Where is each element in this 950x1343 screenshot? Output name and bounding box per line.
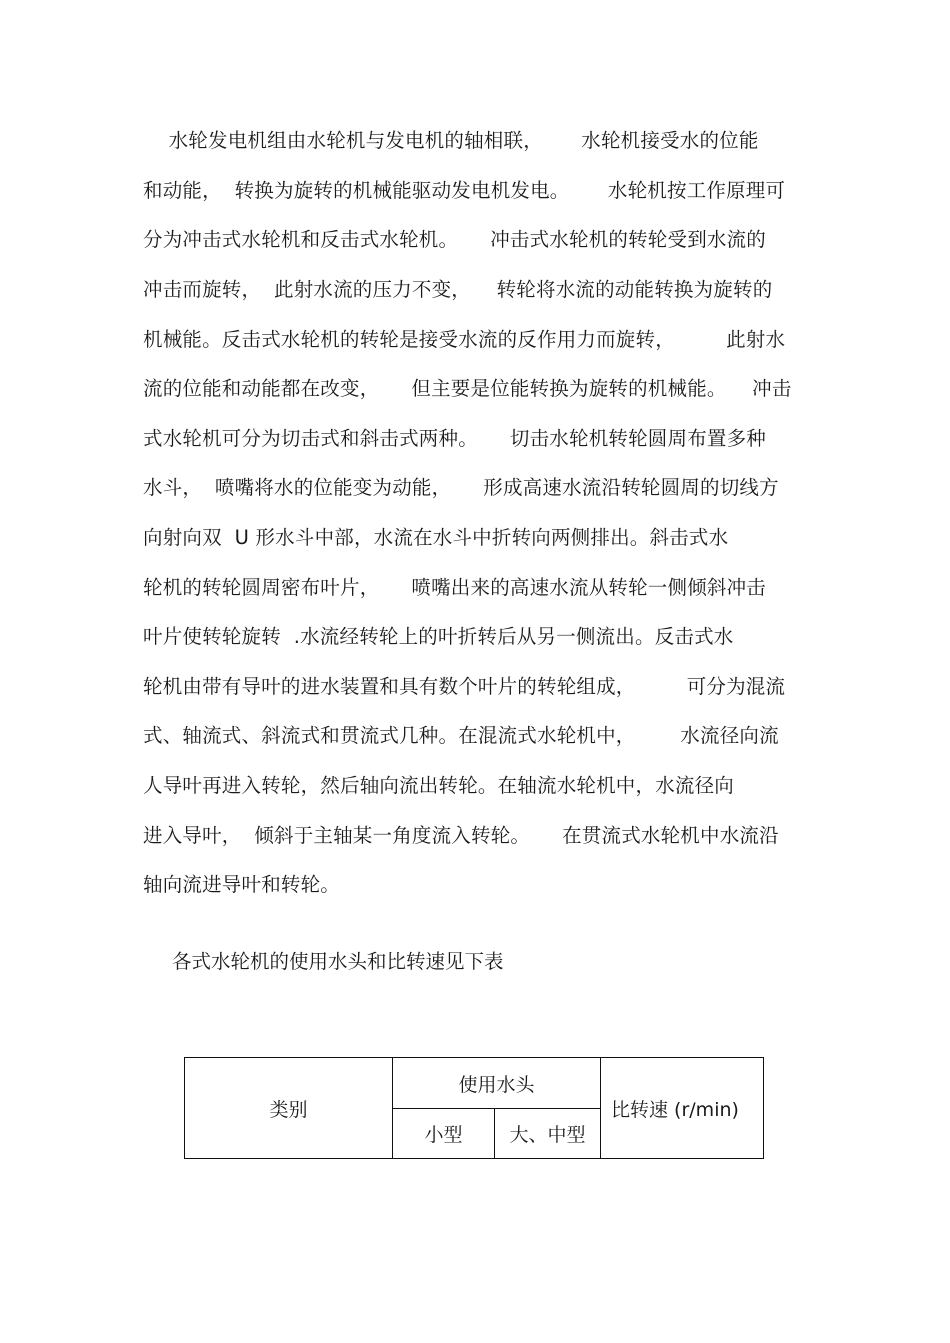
header-water-head: 使用水头 xyxy=(393,1058,601,1109)
paragraph-line: 水轮发电机组由水轮机与发电机的轴相联， 水轮机接受水的位能 xyxy=(143,129,759,152)
paragraph-line: 向射向双 U 形水斗中部，水流在水斗中折转向两侧排出。斜击式水 xyxy=(143,526,729,549)
paragraph-line: 人导叶再进入转轮，然后轴向流出转轮。在轴流水轮机中，水流径向 xyxy=(143,774,735,797)
header-specific-speed: 比转速 (r/min) xyxy=(601,1058,764,1159)
paragraph-line: 轮机由带有导叶的进水装置和具有数个叶片的转轮组成， 可分为混流 xyxy=(143,675,786,698)
paragraph-line: 式水轮机可分为切击式和斜击式两种。 切击水轮机转轮圆周布置多种 xyxy=(143,427,766,450)
paragraph-line: 式、轴流式、斜流式和贯流式几种。在混流式水轮机中， 水流径向流 xyxy=(143,724,779,747)
header-category: 类别 xyxy=(185,1058,393,1159)
paragraph-line: 轴向流进导叶和转轮。 xyxy=(143,873,341,896)
paragraph-line: 叶片使转轮旋转 .水流经转轮上的叶折转后从另一侧流出。反击式水 xyxy=(143,625,734,648)
paragraph-line: 轮机的转轮圆周密布叶片， 喷嘴出来的高速水流从转轮一侧倾斜冲击 xyxy=(143,576,766,599)
paragraph-line: 分为冲击式水轮机和反击式水轮机。 冲击式水轮机的转轮受到水流的 xyxy=(143,228,766,251)
table-caption: 各式水轮机的使用水头和比转速见下表 xyxy=(172,950,504,973)
paragraph-line: 冲击而旋转， 此射水流的压力不变， 转轮将水流的动能转换为旋转的 xyxy=(143,278,773,301)
paragraph-line: 流的位能和动能都在改变， 但主要是位能转换为旋转的机械能。 冲击 xyxy=(143,377,792,400)
turbine-spec-table xyxy=(184,1057,764,1159)
header-small: 小型 xyxy=(393,1109,495,1159)
header-large-medium: 大、中型 xyxy=(495,1109,601,1159)
paragraph-line: 水斗， 喷嘴将水的位能变为动能， 形成高速水流沿转轮圆周的切线方 xyxy=(143,476,779,499)
paragraph-line: 进入导叶， 倾斜于主轴某一角度流入转轮。 在贯流式水轮机中水流沿 xyxy=(143,824,779,847)
paragraph-line: 和动能， 转换为旋转的机械能驱动发电机发电。 水轮机按工作原理可 xyxy=(143,179,786,202)
paragraph-line: 机械能。反击式水轮机的转轮是接受水流的反作用力而旋转， 此射水 xyxy=(143,328,786,351)
